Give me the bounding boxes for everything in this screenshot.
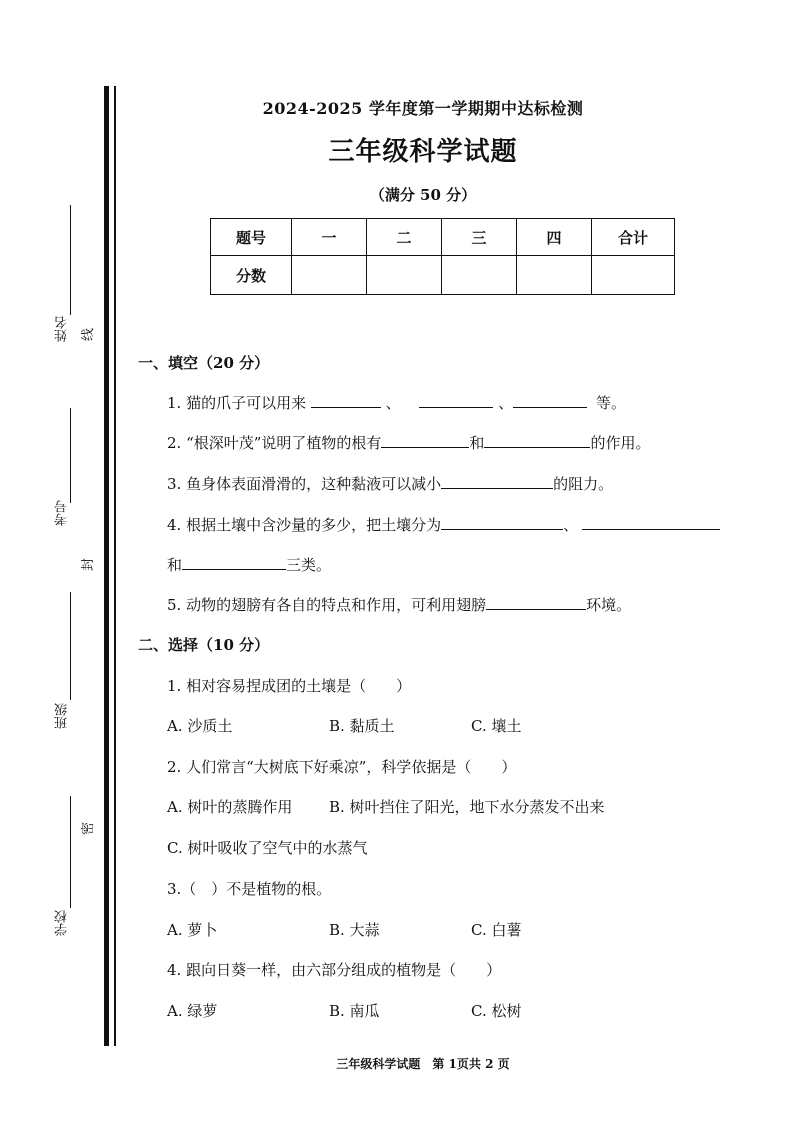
q4-sep: 、 [563, 516, 579, 534]
fill-question-2 [167, 432, 650, 453]
choice-question-4: 4. 跟向日葵一样，由六部分组成的植物是（ ） [167, 961, 502, 979]
score-row-label: 分数 [211, 256, 292, 295]
class-write-line [70, 592, 71, 700]
page-title: 三年级科学试题 [328, 137, 518, 167]
fill-question-4 [167, 514, 720, 535]
full-score-note: （满分 50 分） [369, 186, 477, 204]
name-write-line [70, 205, 71, 315]
number-write-line [70, 408, 71, 503]
q1-sep: 、 [498, 394, 514, 412]
school-write-line [70, 796, 71, 908]
choice-option[interactable]: A. 沙质土 [167, 717, 233, 735]
answer-blank[interactable] [484, 433, 590, 448]
fill-question-5 [167, 594, 631, 615]
score-header-cell: 四 [517, 219, 592, 256]
score-cell[interactable] [292, 256, 367, 295]
seal-feng-mark: 封 [81, 557, 97, 572]
score-cell[interactable] [517, 256, 592, 295]
q1-text: 1. 猫的爪子可以用来 [167, 394, 307, 412]
score-table-header-row [211, 219, 675, 256]
choice-option[interactable]: A. 萝卜 [167, 921, 218, 939]
q2-text: 2. “根深叶茂”说明了植物的根有 [167, 434, 382, 452]
q3-text: 3. 鱼身体表面滑滑的，这种黏液可以减小 [167, 475, 442, 493]
answer-blank[interactable] [486, 595, 586, 610]
choice-option[interactable]: C. 壤土 [471, 717, 522, 735]
answer-blank[interactable] [441, 474, 553, 489]
binding-thin-line [114, 86, 116, 1046]
q3-end: 的阻力。 [553, 475, 614, 493]
score-cell[interactable] [592, 256, 675, 295]
score-header-cell: 三 [442, 219, 517, 256]
answer-blank[interactable] [419, 393, 493, 408]
score-cell[interactable] [442, 256, 517, 295]
score-header-cell: 合计 [592, 219, 675, 256]
choice-option[interactable]: C. 白薯 [471, 921, 522, 939]
q2-end: 的作用。 [590, 434, 651, 452]
q4-text: 4. 根据土壤中含沙量的多少，把土壤分为 [167, 516, 442, 534]
score-table [210, 218, 675, 295]
school-label: 学校 [55, 910, 70, 936]
class-label: 班级 [55, 703, 70, 729]
choice-option[interactable]: B. 黏质土 [329, 717, 395, 735]
answer-blank[interactable] [441, 515, 563, 530]
name-label: 姓名 [55, 316, 70, 342]
choice-option[interactable]: A. 树叶的蒸腾作用 [167, 798, 293, 816]
choice-question-3: 3.（ ）不是植物的根。 [167, 880, 332, 898]
q1-sep: 、 [385, 394, 401, 412]
fill-question-1 [167, 392, 626, 413]
binding-thick-line [104, 86, 109, 1046]
page-footer: 三年级科学试题 第 1页共 2 页 [336, 1057, 510, 1071]
choice-question-2: 2. 人们常言“大树底下好乘凉”，科学依据是（ ） [167, 758, 517, 776]
choice-option[interactable]: C. 松树 [471, 1002, 522, 1020]
q4-end: 三类。 [286, 556, 332, 574]
section1-title: 一、填空（20 分） [138, 354, 270, 372]
section2-title: 二、选择（10 分） [138, 636, 270, 654]
fill-question-4-cont [167, 554, 331, 575]
choice-option[interactable]: B. 树叶挡住了阳光，地下水分蒸发不出来 [329, 798, 605, 816]
answer-blank[interactable] [182, 555, 286, 570]
q1-end: 等。 [596, 394, 627, 412]
choice-option[interactable]: A. 绿萝 [167, 1002, 218, 1020]
q5-end: 环境。 [586, 596, 632, 614]
answer-blank[interactable] [311, 393, 381, 408]
seal-mi-mark: 密 [81, 821, 97, 836]
answer-blank[interactable] [582, 515, 720, 530]
score-header-cell: 二 [367, 219, 442, 256]
score-header-cell: 题号 [211, 219, 292, 256]
choice-option[interactable]: B. 大蒜 [329, 921, 380, 939]
number-label: 考号 [55, 500, 70, 526]
answer-blank[interactable] [381, 433, 469, 448]
fill-question-3 [167, 473, 613, 494]
q2-sep: 和 [469, 434, 485, 452]
score-header-cell: 一 [292, 219, 367, 256]
choice-question-1: 1. 相对容易捏成团的土壤是（ ） [167, 677, 412, 695]
q5-text: 5. 动物的翅膀有各自的特点和作用，可利用翅膀 [167, 596, 487, 614]
seal-line-mark: 线 [81, 327, 97, 342]
score-table-score-row [211, 256, 675, 295]
q4-and: 和 [167, 556, 183, 574]
choice-option[interactable]: C. 树叶吸收了空气中的水蒸气 [167, 839, 368, 857]
answer-blank[interactable] [513, 393, 587, 408]
exam-term-line: 2024-2025 学年度第一学期期中达标检测 [262, 99, 584, 118]
choice-option[interactable]: B. 南瓜 [329, 1002, 380, 1020]
score-cell[interactable] [367, 256, 442, 295]
